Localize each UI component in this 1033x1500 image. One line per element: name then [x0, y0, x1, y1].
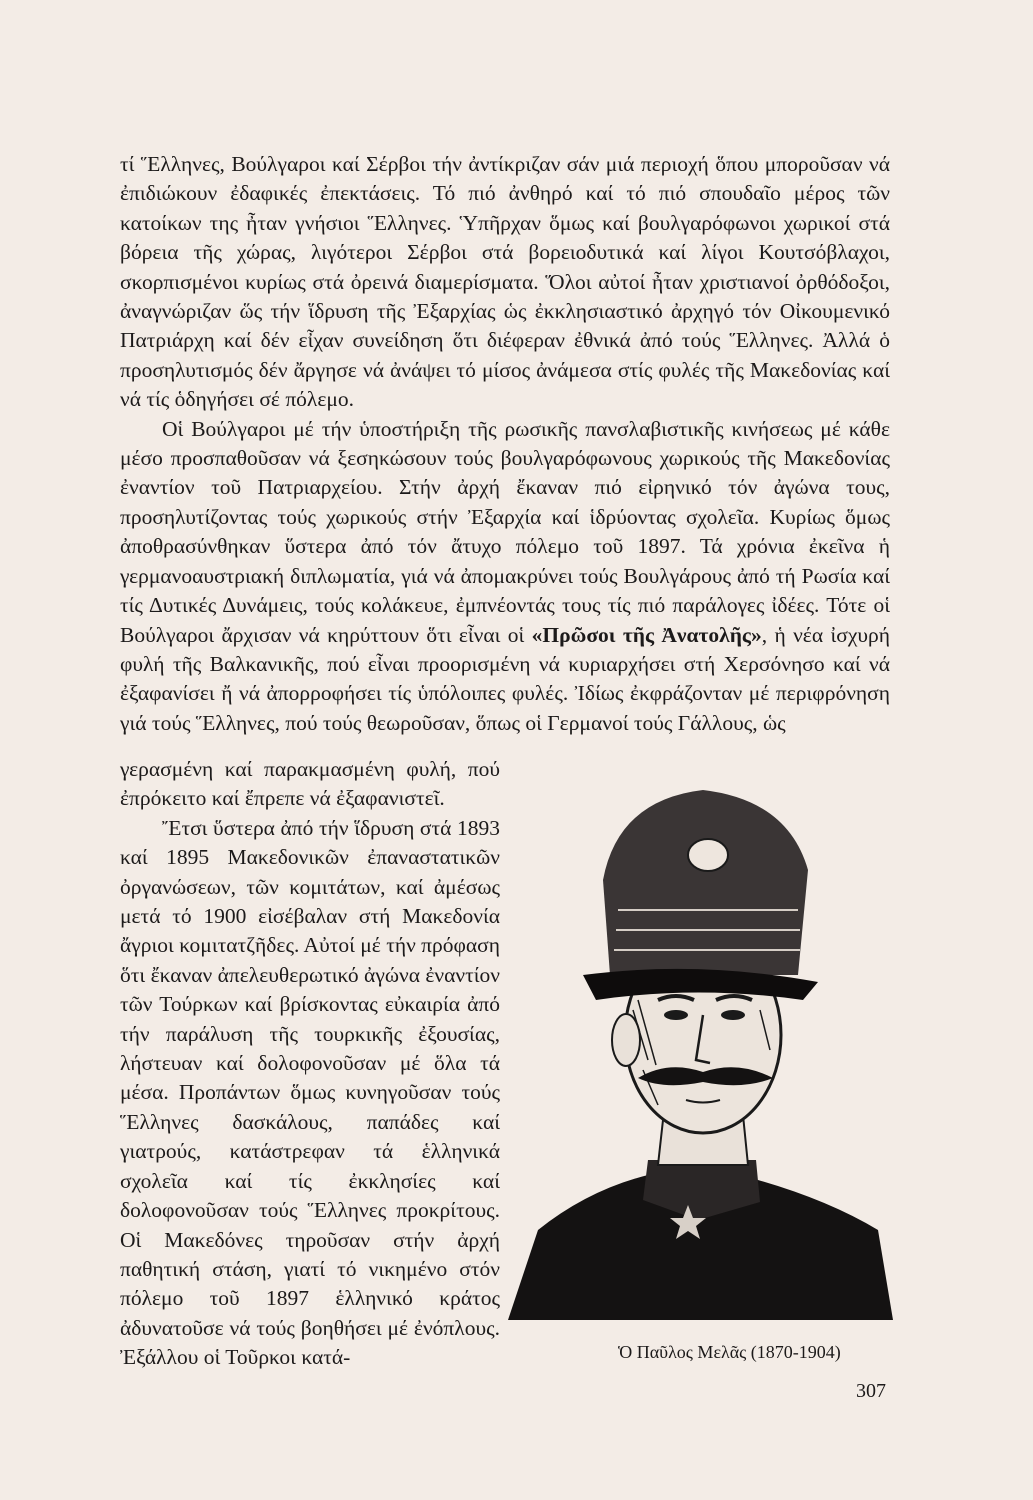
- paragraph-2-start: Οἱ Βούλγαροι μέ τήν ὑποστήριξη τῆς ρωσικῆς πανσλαβιστικῆς κινήσεως μέ κάθε μέσο προσπαθοῦσαν νά ξεσηκώσουν τούς βουλγαρόφωνους χωρικούς τῆς Μακεδονίας ἐναντίον τοῦ Πατριαρχείου. Στήν ἀρχή ἔκαναν πιό εἰρηνικό τόν ἀγώνα τους, προσηλυτίζοντας τούς χωρικούς στήν Ἐξαρχία καί ἱδρύοντας σχολεῖα. Κυρίως ὅμως ἀποθρασύνθηκαν ὕστερα ἀπό τόν ἄτυχο πόλεμο τοῦ 1897. Τά χρόνια ἐκεῖνα ἡ γερμανοαυστριακή διπλωματία, γιά νά ἀπομακρύνει τούς Βουλγάρους ἀπό τή Ρωσία καί τίς Δυτικές Δυνάμεις, τούς κολάκευε, ἐμπνέοντάς τους τίς πιό παράλογες ἰδέες. Τότε οἱ Βούλγαροι ἄρχισαν νά κηρύττουν ὅτι εἶναι οἱ: [120, 416, 890, 647]
- portrait-caption: Ὁ Παῦλος Μελᾶς (1870-1904): [618, 1342, 841, 1362]
- portrait-illustration: [498, 760, 898, 1335]
- paragraph-2-bold-phrase: «Πρῶσοι τῆς Ἀνατολῆς»: [531, 622, 762, 647]
- cap-emblem: [688, 839, 728, 871]
- paragraph-2-end: , ἡ νέα ἰσχυρή φυλή τῆς Βαλκανικῆς, πού εἶναι προορισμένη νά κυριαρχήσει στή Χερσόνησο καί νά ἐξαφανίσει ἤ νά ἀπορροφήσει τίς ὑπόλοιπες φυλές. Ἰδίως ἐκφράζονταν μέ περιφρόνηση γιά τούς Ἕλληνες, πού τούς θεωροῦσαν, ὅπως οἱ Γερμανοί τούς Γάλλους, ὡς: [120, 622, 890, 735]
- page-number: 307: [856, 1380, 886, 1402]
- left-eye: [664, 1010, 688, 1020]
- right-eye: [721, 1010, 745, 1020]
- ear: [612, 1014, 640, 1066]
- main-text-block: [120, 150, 890, 738]
- paragraph-3: Ἔτσι ὕστερα ἀπό τήν ἵδρυση στά 1893 καί 1895 Μακεδονικῶν ἐπαναστατικῶν ὀργανώσεων, τῶν κομιτάτων, καί ἀμέσως μετά τό 1900 εἰσέβαλαν στή Μακεδονία ἄγριοι κομιτατζῆδες. Αὐτοί μέ τήν πρόφαση ὅτι ἔκαναν ἀπελευθερωτικό ἀγώνα ἐναντίον τῶν Τούρκων καί βρίσκοντας εὐκαιρία ἀπό τήν παράλυση τῆς τουρκικῆς ἐξουσίας, λήστευαν καί δολοφονοῦσαν μέ ὅλα τά μέσα. Προπάντων ὅμως κυνηγοῦσαν τούς Ἕλληνες δασκάλους, παπάδες καί γιατρούς, κατάστρεφαν τά ἑλληνικά σχολεῖα καί τίς ἐκκλησίες καί δολοφονοῦσαν τούς Ἕλληνες προκρίτους. Οἱ Μακεδόνες τηροῦσαν στήν ἀρχή παθητική στάση, γιατί τό νικημένο στόν πόλεμο τοῦ 1897 ἑλληνικό κράτος ἀδυνατοῦσε νά τούς βοηθήσει μέ ἐνόπλους. Ἐξάλλου οἱ Τοῦρκοι κατά-: [120, 815, 501, 1370]
- cap-crown: [603, 790, 808, 975]
- paragraph-2-continuation: γερασμένη καί παρακμασμένη φυλή, πού ἐπρόκειτο καί ἔπρεπε νά ἐξαφανιστεῖ.: [120, 757, 500, 811]
- paragraph-2: [120, 415, 890, 738]
- paragraph-1: τί Ἕλληνες, Βούλγαροι καί Σέρβοι τήν ἀντίκριζαν σάν μιά περιοχή ὅπου μποροῦσαν νά ἐπιδιώκουν ἐδαφικές ἐπεκτάσεις. Τό πιό ἀνθηρό καί τό πιό σπουδαῖο μέρος τῶν κατοίκων της ἦταν γνήσιοι Ἕλληνες. Ὑπῆρχαν ὅμως καί βουλγαρόφωνοι χωρικοί στά βόρεια τῆς χώρας, λιγότεροι Σέρβοι στά βορειοδυτικά καί λίγοι Κουτσόβλαχοι, σκορπισμένοι κυρίως στά ὀρεινά διαμερίσματα. Ὅλοι αὐτοί ἦταν χριστιανοί ὀρθόδοξοι, ἀναγνώριζαν ὥς τήν ἵδρυση τῆς Ἐξαρχίας ὡς ἐκκλησιαστικό ἀρχηγό τόν Οἰκουμενικό Πατριάρχη καί δέν εἶχαν συνείδηση ὅτι διέφεραν ἐθνικά ἀπό τούς Ἕλληνες. Ἀλλά ὁ προσηλυτισμός δέν ἄργησε νά ἀνάψει τό μίσος ἀνάμεσα στίς φυλές τῆς Μακεδονίας καί νά τίς ὁδηγήσει σέ πόλεμο.: [120, 152, 890, 412]
- narrow-text-block: [120, 755, 500, 1373]
